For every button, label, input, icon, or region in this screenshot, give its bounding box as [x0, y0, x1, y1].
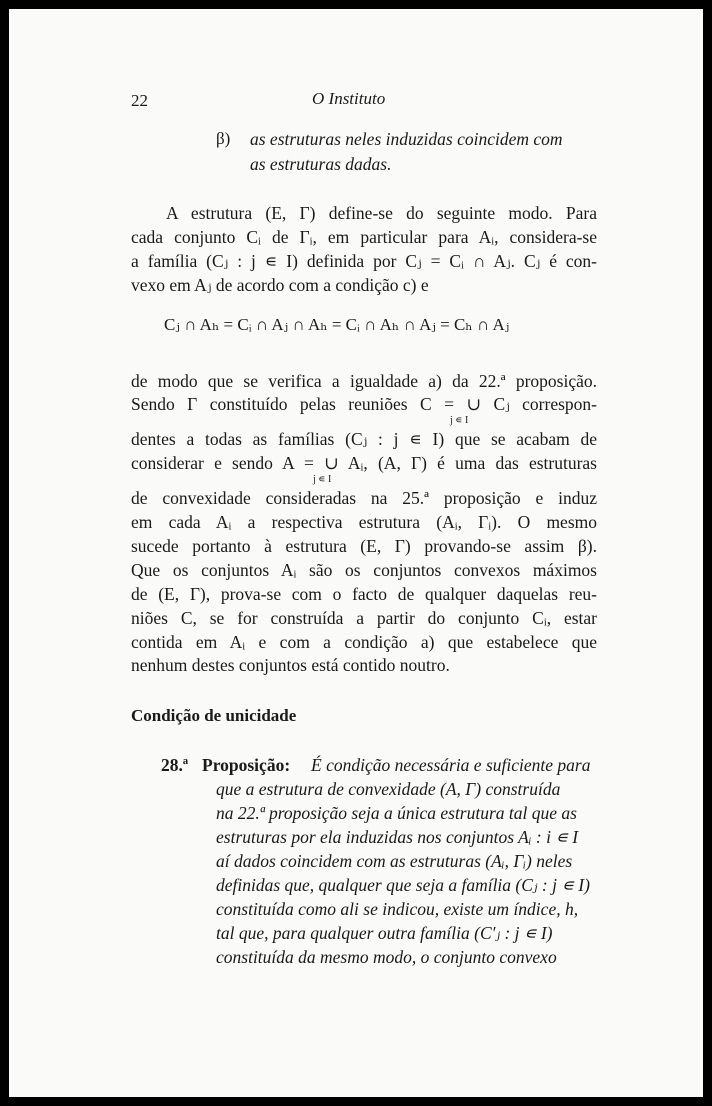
page-number: 22	[131, 91, 148, 110]
para2-line: de (E, Γ), prova-se com o facto de qualquer daquelas reu-	[131, 584, 597, 604]
para2-line: de modo que se verifica a igualdade a) da 22.ª proposição.	[131, 371, 597, 391]
para2-line: considerar e sendo A = ∪ Aᵢ, (A, Γ) é uma das estruturas	[131, 453, 597, 473]
proposition-line-1: É condição necessária e suficiente para	[311, 755, 591, 775]
proposition-line: aí dados coincidem com as estruturas (Aᵢ, Γᵢ) neles	[216, 851, 573, 871]
running-title: O Instituto	[312, 89, 386, 108]
para2-line: contida em Aᵢ e com a condição a) que estabelece que	[131, 632, 597, 652]
para2-line: dentes a todas as famílias (Cⱼ : j ∊ I) que se acabam de	[131, 429, 597, 449]
proposition-line: definidas que, qualquer que seja a família (Cⱼ : j ∊ I)	[216, 875, 590, 895]
proposition-line: que a estrutura de convexidade (A, Γ) construída	[216, 779, 561, 799]
para1-line: A estrutura (E, Γ) define-se do seguinte modo. Para	[166, 203, 597, 223]
para2-line: niões C, se for construída a partir do conjunto Cᵢ, estar	[131, 608, 597, 628]
beta-label: β)	[216, 129, 231, 148]
beta-line-1: as estruturas neles induzidas coincidem com	[250, 129, 563, 149]
para1-line: cada conjunto Cᵢ de Γᵢ, em particular para Aᵢ, considera-se	[131, 227, 597, 247]
para2-line: sucede portanto à estrutura (E, Γ) provando-se assim β).	[131, 536, 597, 556]
para1-line: vexo em Aⱼ de acordo com a condição c) e	[131, 275, 429, 295]
para2-line: em cada Aᵢ a respectiva estrutura (Aᵢ, Γᵢ). O mesmo	[131, 512, 597, 532]
proposition-line: tal que, para qualquer outra família (C′ⱼ : j ∊ I)	[216, 923, 553, 943]
para2-line: Que os conjuntos Aᵢ são os conjuntos convexos máximos	[131, 560, 597, 580]
proposition-line: constituída da mesmo modo, o conjunto convexo	[216, 947, 557, 967]
para2-line: nenhum destes conjuntos está contido noutro.	[131, 655, 450, 675]
beta-line-2: as estruturas dadas.	[250, 154, 392, 174]
union-index: j ∊ I	[313, 474, 332, 485]
para2-line: de convexidade consideradas na 25.ª proposição e induz	[131, 488, 597, 508]
para1-line: a família (Cⱼ : j ∊ I) definida por Cⱼ = Cᵢ ∩ Aⱼ. Cⱼ é con-	[131, 251, 597, 271]
book-page	[9, 9, 703, 1097]
para2-line: Sendo Γ constituído pelas reuniões C = ∪ Cⱼ correspon-	[131, 394, 597, 414]
section-heading: Condição de unicidade	[131, 706, 297, 725]
proposition-line: na 22.ª proposição seja a única estrutura tal que as	[216, 803, 577, 823]
proposition-label: Proposição:	[202, 755, 291, 775]
proposition-line: estruturas por ela induzidas nos conjuntos Aᵢ : i ∊ I	[216, 827, 579, 847]
union-index: j ∊ I	[450, 415, 469, 426]
proposition-number: 28.ª	[161, 755, 189, 775]
proposition-line: constituída como ali se indicou, existe um índice, h,	[216, 899, 579, 919]
equation: Cⱼ ∩ Aₕ = Cᵢ ∩ Aⱼ ∩ Aₕ = Cᵢ ∩ Aₕ ∩ Aⱼ = Cₕ ∩ Aⱼ	[164, 315, 510, 334]
